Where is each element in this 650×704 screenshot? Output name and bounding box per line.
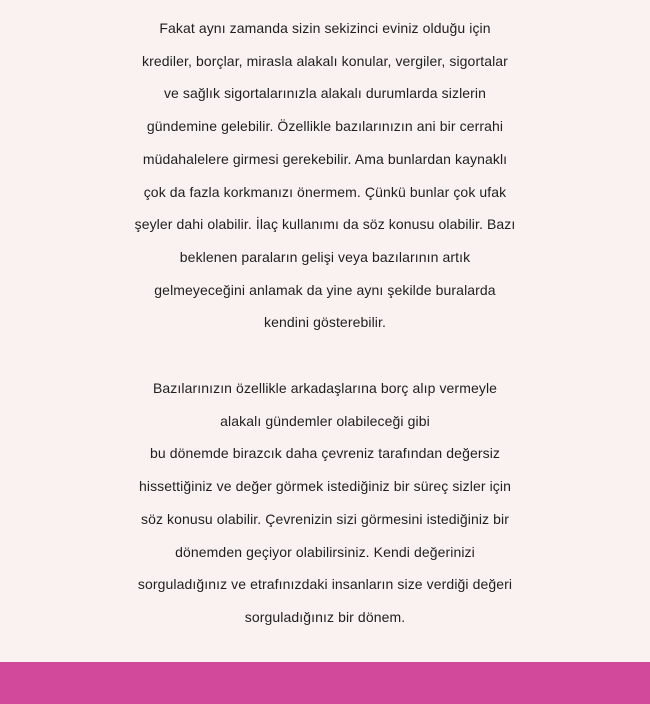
text-line: Bazılarınızın özellikle arkadaşlarına borç alıp vermeyle: [152, 380, 498, 397]
text-line: bu dönemde birazcık daha çevreniz tarafından değersiz: [149, 445, 501, 462]
text-line: alakalı gündemler olabileceği gibi: [220, 412, 430, 429]
text-line: krediler, borçlar, mirasla alakalı konular, vergiler, sigortalar: [142, 52, 508, 69]
text-line: dönemden geçiyor olabilirsiniz. Kendi değerinizi: [175, 543, 475, 560]
text-line: kendini gösterebilir.: [264, 314, 386, 331]
text-line: sorguladığınız bir dönem.: [244, 608, 406, 625]
text-line: sorguladığınız ve etrafınızdaki insanların size verdiği değeri: [137, 576, 513, 593]
text-line: gelmeyeceğini anlamak da yine aynı şekilde buralarda: [154, 281, 496, 298]
text-line: şeyler dahi olabilir. İlaç kullanımı da söz konusu olabilir. Bazı: [134, 216, 516, 233]
text-line: beklenen paraların gelişi veya bazılarının artık: [179, 248, 471, 265]
text-line: Fakat aynı zamanda sizin sekizinci eviniz olduğu için: [159, 20, 491, 36]
bottom-accent-bar: [0, 662, 650, 704]
text-line: ve sağlık sigortalarınızla alakalı durumlarda sizlerin: [163, 85, 487, 102]
text-line: çok da fazla korkmanızı önermem. Çünkü bunlar çok ufak: [143, 183, 507, 200]
paragraph-1: [0, 12, 650, 339]
text-line: müdahalelere girmesi gerekebilir. Ama bunlardan kaynaklı: [142, 150, 508, 167]
text-line: gündemine gelebilir. Özellikle bazılarınızın ani bir cerrahi: [146, 118, 504, 135]
text-line: hissettiğiniz ve değer görmek istediğiniz bir süreç sizler için: [138, 478, 511, 495]
article-body: [0, 12, 650, 634]
paragraph-spacer: [0, 339, 650, 372]
paragraph-2: [0, 372, 650, 634]
text-line: söz konusu olabilir. Çevrenizin sizi görmesini istediğiniz bir: [140, 510, 510, 527]
